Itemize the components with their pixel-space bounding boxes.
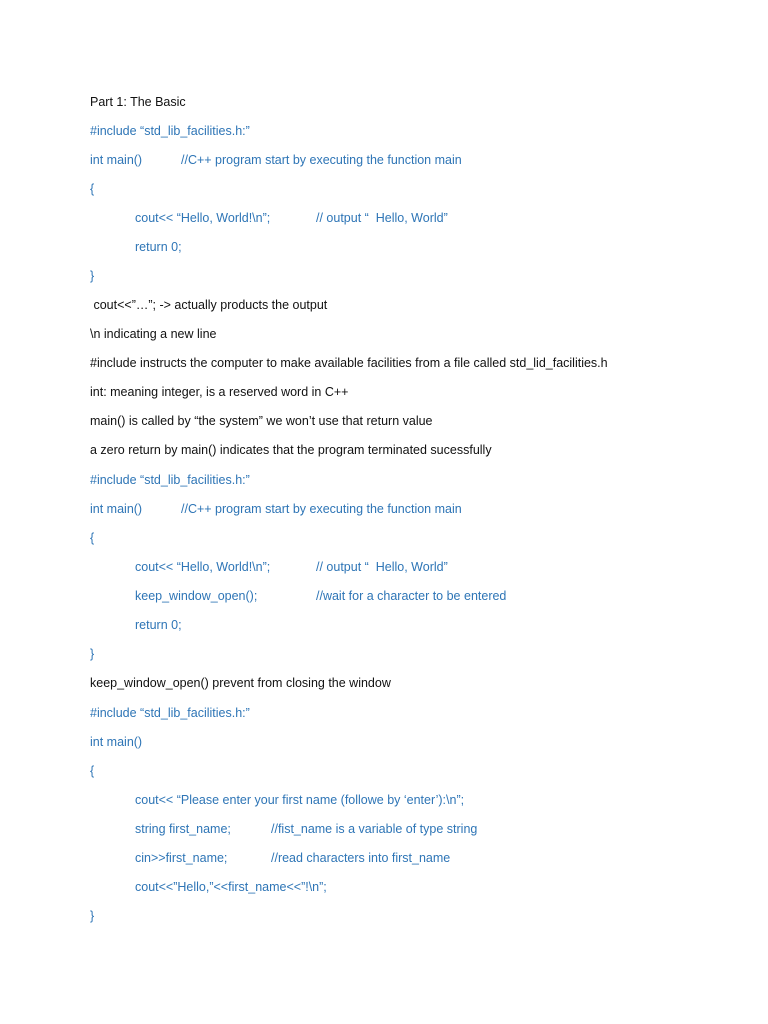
code-comment: //wait for a character to be entered xyxy=(316,589,507,603)
note-line: int: meaning integer, is a reserved word in C++ xyxy=(90,385,349,399)
code-open-brace: { xyxy=(90,182,95,196)
code-comment: //read characters into first_name xyxy=(271,851,451,865)
code-include-line: #include “std_lib_facilities.h:” xyxy=(90,124,250,138)
code-keep-window-statement: keep_window_open(); xyxy=(135,589,258,603)
code-cout-statement: cout<< “Hello, World!\n”; xyxy=(135,211,271,225)
code-return-statement: return 0; xyxy=(135,240,182,254)
code-close-brace: } xyxy=(90,269,95,283)
code-main-signature: int main() xyxy=(90,502,143,516)
note-line: \n indicating a new line xyxy=(90,327,217,341)
code-main-signature: int main() xyxy=(90,735,143,749)
code-open-brace: { xyxy=(90,764,95,778)
code-hello-statement: cout<<”Hello,”<<first_name<<”!\n”; xyxy=(135,880,327,894)
code-comment: // output “ Hello, World” xyxy=(316,560,448,574)
note-line: cout<<”…”; -> actually products the output xyxy=(90,298,328,312)
code-close-brace: } xyxy=(90,647,95,661)
note-line: keep_window_open() prevent from closing the window xyxy=(90,676,391,690)
code-comment: //fist_name is a variable of type string xyxy=(271,822,478,836)
code-main-signature: int main() xyxy=(90,153,143,167)
code-comment: //C++ program start by executing the function main xyxy=(181,153,462,167)
code-cout-statement: cout<< “Hello, World!\n”; xyxy=(135,560,271,574)
note-line: main() is called by “the system” we won’t use that return value xyxy=(90,414,433,428)
code-include-line: #include “std_lib_facilities.h:” xyxy=(90,706,250,720)
code-close-brace: } xyxy=(90,909,95,923)
code-return-statement: return 0; xyxy=(135,618,182,632)
code-string-declaration: string first_name; xyxy=(135,822,231,836)
code-prompt-statement: cout<< “Please enter your first name (followe by ‘enter’):\n”; xyxy=(135,793,465,807)
note-line: #include instructs the computer to make available facilities from a file called std_lid_facilities.h xyxy=(90,356,608,370)
code-include-line: #include “std_lib_facilities.h:” xyxy=(90,473,250,487)
code-cin-statement: cin>>first_name; xyxy=(135,851,228,865)
code-comment: //C++ program start by executing the function main xyxy=(181,502,462,516)
code-open-brace: { xyxy=(90,531,95,545)
section-heading: Part 1: The Basic xyxy=(90,95,186,109)
code-comment: // output “ Hello, World” xyxy=(316,211,448,225)
note-line: a zero return by main() indicates that the program terminated sucessfully xyxy=(90,443,492,457)
